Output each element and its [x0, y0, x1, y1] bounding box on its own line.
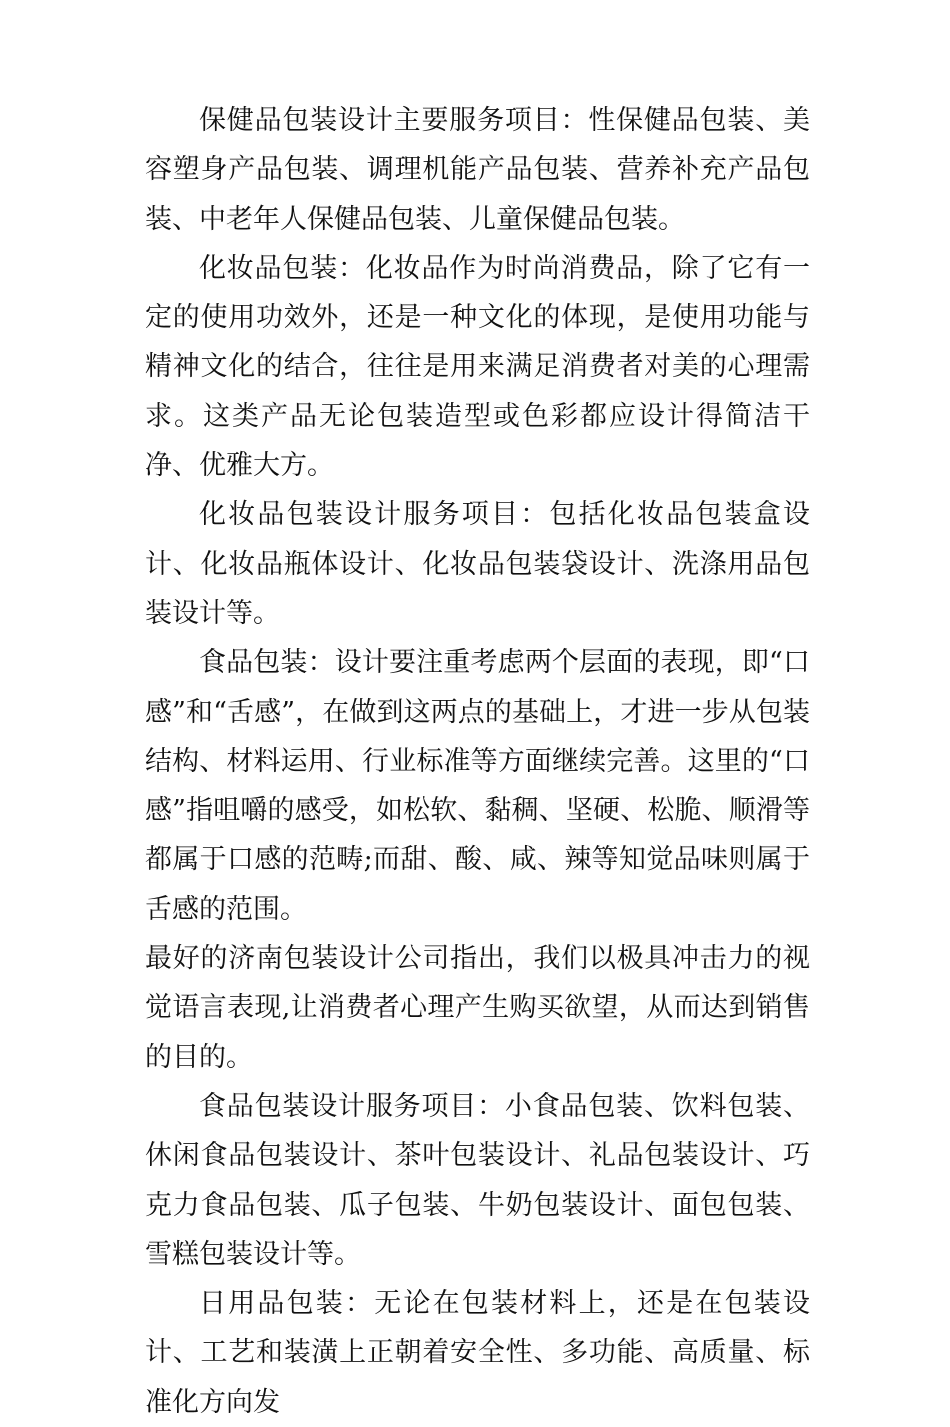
document-body	[145, 96, 810, 1427]
paragraph-jinan-company: 最好的济南包装设计公司指出，我们以极具冲击力的视觉语言表现,让消费者心理产生购买欲望，从而达到销售的目的。	[145, 943, 810, 1073]
paragraph-cosmetics-packaging: 化妆品包装：化妆品作为时尚消费品，除了它有一定的使用功效外，还是一种文化的体现，是使用功能与精神文化的结合，往往是用来满足消费者对美的心理需求。这类产品无论包装造型或色彩都应设计得简洁干净、优雅大方。	[145, 252, 810, 482]
paragraph-health-products-services: 保健品包装设计主要服务项目：性保健品包装、美容塑身产品包装、调理机能产品包装、营养补充产品包装、中老年人保健品包装、儿童保健品包装。	[145, 105, 810, 235]
paragraph-food-services: 食品包装设计服务项目：小食品包装、饮料包装、休闲食品包装设计、茶叶包装设计、礼品包装设计、巧克力食品包装、瓜子包装、牛奶包装设计、面包包装、雪糕包装设计等。	[145, 1090, 810, 1270]
paragraph-food-packaging: 食品包装：设计要注重考虑两个层面的表现，即“口感”和“舌感”，在做到这两点的基础上，才进一步从包装结构、材料运用、行业标准等方面继续完善。这里的“口感”指咀嚼的感受，如松软、黏稠、坚硬、松脆、顺滑等都属于口感的范畴;而甜、酸、咸、辣等知觉品味则属于舌感的范围。	[145, 647, 810, 925]
paragraph-cosmetics-services: 化妆品包装设计服务项目：包括化妆品包装盒设计、化妆品瓶体设计、化妆品包装袋设计、洗涤用品包装设计等。	[145, 499, 810, 629]
paragraph-daily-goods-packaging: 日用品包装：无论在包装材料上，还是在包装设计、工艺和装潢上正朝着安全性、多功能、高质量、标准化方向发	[145, 1288, 810, 1418]
